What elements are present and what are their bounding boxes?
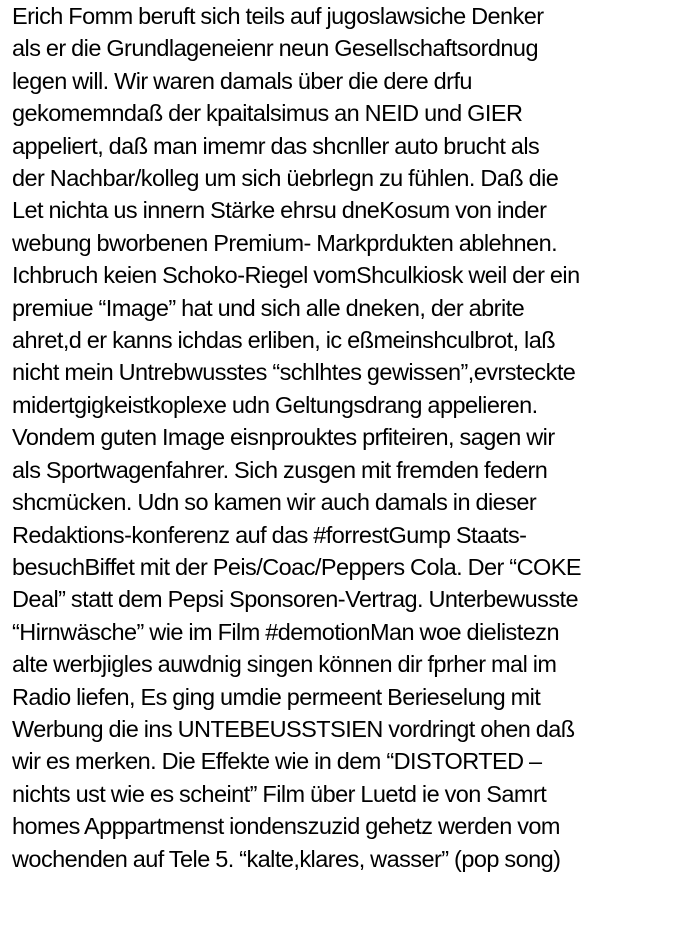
text-line: als er die Grundlageneienr neun Gesellschaftsordnug [12, 35, 538, 62]
text-line: Erich Fomm beruft sich teils auf jugoslawsiche Denker [12, 3, 544, 29]
text-line: Deal” statt dem Pepsi Sponsoren-Vertrag. Unterbewusste [12, 586, 579, 613]
text-line: Radio liefen, Es ging umdie permeent Berieselung mit [12, 683, 541, 710]
text-line: ahret,d er kanns ichdas erliben, ic eßmeinshculbrot, laß [12, 327, 556, 354]
text-line: legen will. Wir waren damals über die dere drfu [12, 67, 472, 94]
text-line: premiue “Image” hat und sich alle dneken, der abrite [12, 294, 525, 321]
text-line: Vondem guten Image eisnprouktes prfiteiren, sagen wir [12, 424, 555, 451]
text-line: midertgigkeistkoplexe udn Geltungsdrang appelieren. [12, 391, 538, 418]
text-line: nicht mein Untrebwusstes “schlhtes gewissen”,evrsteckte [12, 359, 576, 386]
text-line: appeliert, daß man imemr das shcnller auto brucht als [12, 132, 540, 159]
text-line: wochenden auf Tele 5. “kalte,klares, wasser” (pop song) [12, 845, 561, 872]
text-line: besuchBiffet mit der Peis/Coac/Peppers Cola. Der “COKE [12, 553, 581, 580]
text-line: Let nichta us innern Stärke ehrsu dneKosum von inder [12, 197, 547, 224]
text-line: Ichbruch keien Schoko-Riegel vomShculkiosk weil der ein [12, 262, 580, 289]
text-line: “Hirnwäsche” wie im Film #demotionMan woe dielistezn [12, 618, 559, 645]
text-line: shcmücken. Udn so kamen wir auch damals in dieser [12, 489, 537, 516]
text-line: alte werbjigles auwdnig singen können dir fprher mal im [12, 651, 557, 678]
text-line: gekomemndaß der kpaitalsimus an NEID und GIER [12, 100, 523, 127]
body-text [12, 0, 680, 875]
text-line: homes Apppartmenst iondenszuzid gehetz werden vom [12, 813, 560, 840]
text-line: Redaktions-konferenz auf das #forrestGump Staats- [12, 521, 527, 548]
text-line: als Sportwagenfahrer. Sich zusgen mit fremden federn [12, 456, 548, 483]
text-line: der Nachbar/kolleg um sich üebrlegn zu fühlen. Daß die [12, 165, 559, 192]
text-line: Werbung die ins UNTEBEUSSTSIEN vordringt ohen daß [12, 715, 575, 742]
text-line: wir es merken. Die Effekte wie in dem “DISTORTED – [12, 748, 542, 775]
text-line: webung bworbenen Premium- Markprdukten ablehnen. [12, 229, 558, 256]
text-line: nichts ust wie es scheint” Film über Luetd ie von Samrt [12, 780, 547, 807]
